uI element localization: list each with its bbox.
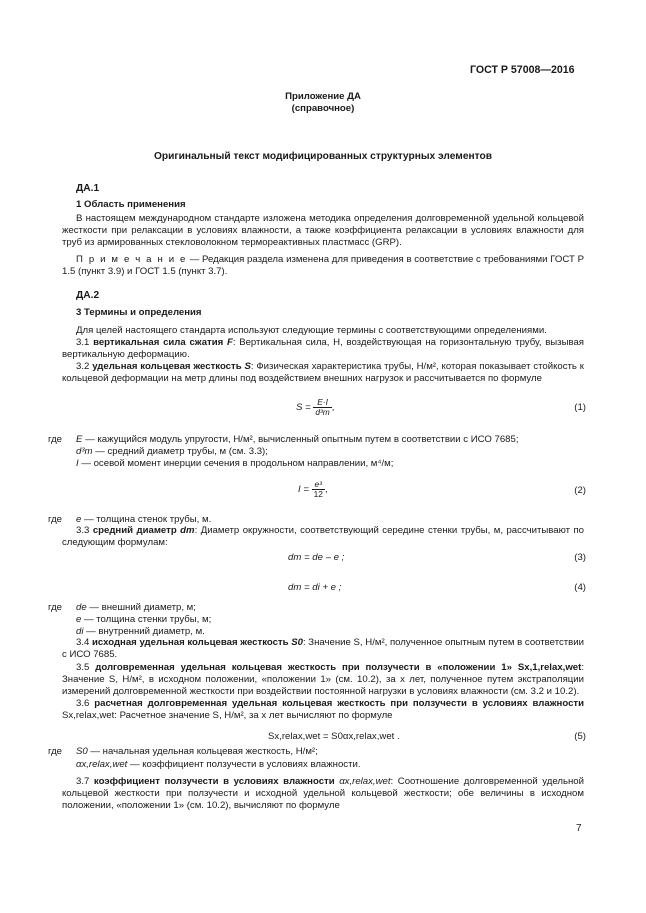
var-symbol: e	[76, 514, 82, 525]
page-number: 7	[576, 823, 582, 834]
section-label-da1: ДА.1	[76, 183, 100, 194]
var-symbol: αx,relax,wet	[76, 759, 128, 770]
note-text: — Редакция раздела изменена для приведения в соответствие с требованиями ГОСТ Р 1.5 (пункт 3.9) и ГОСТ 1.5 (пункт 3.7).	[62, 254, 584, 278]
term-symbol: αx,relax,wet	[334, 776, 391, 787]
term-number: 3.3	[76, 525, 93, 536]
var-symbol: S0	[76, 746, 88, 757]
where-label-4: где	[48, 746, 63, 757]
where-item-S0	[76, 746, 318, 758]
term-number: 3.5	[76, 662, 96, 673]
term-name: удельная кольцевая жесткость	[92, 361, 242, 372]
where-item-dm	[76, 446, 268, 458]
term-number: 3.4	[76, 637, 93, 648]
section-heading-terms: 3 Термины и определения	[76, 307, 202, 318]
term-3-1	[62, 337, 584, 361]
equation-5: Sx,relax,wet = S0αx,relax,wet .	[268, 731, 400, 742]
term-symbol: F	[223, 337, 233, 348]
term-name: коэффициент ползучести в условиях влажности	[93, 776, 335, 787]
where-item-e2	[76, 614, 211, 626]
document-id: ГОСТ Р 57008—2016	[470, 64, 575, 76]
equation-number-4: (4)	[574, 582, 586, 593]
var-symbol: I	[76, 458, 79, 469]
equation-number-1: (1)	[574, 402, 586, 413]
term-name: вертикальная сила сжатия	[93, 337, 224, 348]
term-number: 3.7	[76, 776, 94, 787]
var-description: — кажущийся модуль упругости, Н/м², вычисленный опытным путем в соответствии с ИСО 7685;	[82, 434, 519, 445]
term-name: исходная удельная кольцевая жесткость	[92, 637, 289, 648]
where-label-2: где	[48, 514, 63, 525]
term-3-6	[62, 698, 584, 722]
var-symbol: d³m	[76, 446, 93, 457]
term-symbol: Sx,1,relax,wet	[511, 662, 582, 673]
term-3-5	[62, 662, 584, 699]
annex-title: Приложение ДА	[285, 91, 361, 102]
term-definition: : Диаметр окружности, соответствующий середине стенки трубы, м, рассчитывают по следующим формулам:	[62, 525, 584, 549]
where-item-E	[76, 434, 519, 446]
term-definition: : Расчетное значение S, Н/м², за x лет вычисляют по формуле	[114, 710, 393, 722]
var-description: — начальная удельная кольцевая жесткость, Н/м²;	[87, 746, 318, 757]
annex-main-title: Оригинальный текст модифицированных структурных элементов	[154, 151, 492, 162]
equation-number-5: (5)	[574, 731, 586, 742]
eq-numerator: e³	[312, 480, 325, 490]
term-symbol: S0	[288, 637, 303, 648]
term-number: 3.1	[76, 337, 94, 348]
eq-lhs: I =	[298, 484, 309, 496]
eq-tail: ,	[331, 402, 335, 414]
eq-denominator: 12	[313, 489, 323, 499]
eq-fraction	[312, 480, 325, 499]
term-number: 3.6	[76, 698, 95, 709]
var-description: — средний диаметр трубы, м (см. 3.3);	[92, 446, 268, 457]
where-item-de	[76, 602, 196, 614]
annex-subtitle: (справочное)	[291, 103, 355, 114]
equation-1	[296, 398, 334, 417]
where-item-alpha	[76, 759, 361, 771]
section-label-da2: ДА.2	[76, 290, 100, 301]
var-description: — толщина стенок трубы, м.	[81, 514, 212, 525]
var-description: — внешний диаметр, м;	[86, 602, 196, 613]
term-number: 3.2	[76, 361, 93, 372]
eq-fraction	[313, 398, 331, 417]
term-3-4	[62, 637, 584, 661]
var-description: — осевой момент инерции сечения в продольном направлении, м⁴/м;	[78, 458, 394, 469]
equation-2	[298, 480, 328, 499]
var-description: — толщина стенки трубы, м;	[81, 614, 212, 625]
var-description: — внутренний диаметр, м.	[83, 626, 205, 637]
var-symbol: de	[76, 602, 87, 613]
term-symbol: dm	[176, 525, 195, 536]
where-label-3: где	[48, 602, 63, 613]
term-symbol: S	[241, 361, 251, 372]
term-definition: : Вертикальная сила, Н, воздействующая на горизонтальную трубу, вызывая вертикальную деформацию.	[62, 337, 584, 361]
term-3-3	[62, 525, 584, 549]
equation-number-2: (2)	[574, 485, 586, 496]
var-symbol: e	[76, 614, 82, 625]
equation-4: dm = di + e ;	[288, 582, 342, 593]
term-3-2	[62, 361, 584, 385]
equation-number-3: (3)	[574, 552, 586, 563]
where-label-1: где	[48, 434, 63, 445]
equation-3: dm = de – e ;	[288, 552, 345, 563]
eq-denominator: d³m	[315, 407, 330, 417]
eq-numerator: E·I	[313, 398, 331, 408]
term-name: долговременная удельная кольцевая жесткость при ползучести в «положении 1»	[95, 662, 512, 673]
note-label: П р и м е ч а н и е	[76, 254, 187, 265]
eq-tail: ,	[324, 484, 328, 496]
term-name: средний диаметр	[92, 525, 177, 536]
var-symbol: E	[76, 434, 83, 445]
term-symbol: Sx,relax,wet	[62, 710, 115, 722]
scope-paragraph: В настоящем международном стандарте изложена методика определения долговременной удельной кольцевой жесткости при релаксации в условиях влажности, а также коэффициента релаксации в условиях влажности для труб из армированных стекловолокном термореактивных пластмасс (GRP).	[62, 213, 584, 249]
term-definition: : Соотношение долговременной удельной кольцевой жесткости при ползучести и исходной удельной кольцевой жесткости; обе величины в исходном положении, «положении 1» (см. 10.2), вычисляют по формуле	[62, 776, 584, 812]
var-description: — коэффициент ползучести в условиях влажности.	[127, 759, 361, 770]
scope-note	[62, 254, 584, 278]
term-definition: : Значение S, Н/м², полученное опытным путем в соответствии с ИСО 7685.	[62, 637, 584, 661]
term-definition: : Значение S, Н/м², в исходном положении, «положении 1» (см. 10.2), за x лет, полученное путем экстраполяции измерений долговременной жесткости при воздействии постоянной нагрузки в условиях влажности (см. 3.2 и 10.2).	[62, 662, 584, 698]
section-heading-scope: 1 Область применения	[76, 199, 186, 210]
var-symbol: di	[76, 626, 84, 637]
where-item-I	[76, 458, 393, 470]
term-name: расчетная долговременная удельная кольцевая жесткость при ползучести в условиях влажности	[94, 698, 584, 709]
eq-lhs: S =	[296, 402, 311, 414]
term-3-7	[62, 776, 584, 813]
term-definition: : Физическая характеристика трубы, Н/м², которая показывает стойкость к кольцевой деформации на метр длины под воздействием внешних нагрузок и рассчитывается по формуле	[62, 361, 584, 385]
terms-intro: Для целей настоящего стандарта используют следующие термины с соответствующими определениями.	[76, 325, 547, 336]
